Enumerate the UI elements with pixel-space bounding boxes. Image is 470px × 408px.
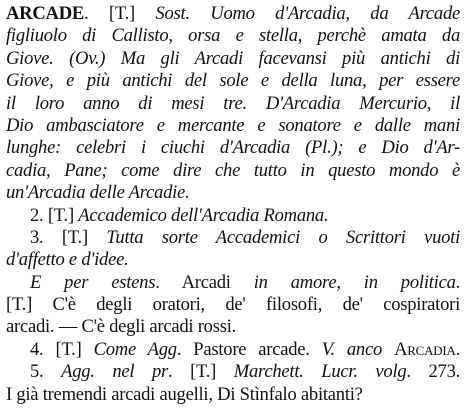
cross-ref-word: Arcadia [394,338,456,360]
sense-label: Come Agg [93,338,177,360]
headword: ARCADE [6,3,85,24]
sense-5 [6,361,460,383]
bracket-text: [ [6,294,12,316]
definition-text: Sost. Uomo d'Arcadia, da Arcade [155,3,460,24]
bracket-text: . [ [168,361,197,383]
entry-line-7: lunghe: celebri i ciuchi d'Arcadia (Pl.); e Dio d'Ar- [6,137,460,159]
sense-2 [6,205,460,227]
entry-line-2: figliuolo di Callisto, orsa e stella, perchè amata da [6,25,460,47]
sense-text: . [455,338,460,360]
entry-line-5: il loro anno di mesi tre. D'Arcadia Mercurio, il [6,92,460,114]
sense-text: Tutta sorte Accademici o Scrittori vuoti [106,226,461,248]
source-tag: T. [53,204,68,226]
example-line-1 [6,294,460,316]
entry-line-9: un'Arcadia delle Arcadie. [6,182,190,204]
bracket-text: . [ [84,3,115,24]
example-text: ] C'è degli oratori, de' filosofi, de' cospiratori [26,294,460,316]
citation-page: . 273. [406,361,461,383]
source-tag: T. [61,338,76,360]
citation-quote: I già tremendi arcadi augelli, Di Stìnfalo abitanti? [6,383,363,405]
entry-line-6: Dio ambasciatore e mercante e sonatore e dalle mani [6,114,460,136]
source-tag: T. [114,3,129,24]
ext-label: E per estens [30,271,156,293]
sense-label: Agg. nel pr [61,361,169,383]
ext-example: in amore [253,271,337,293]
bracket-text: ] [75,338,94,360]
source-tag: T. [196,361,211,383]
source-tag: T. [67,226,82,248]
bracket-text: ] [129,3,156,24]
sense-text: Accademico dell'Arcadia Romana. [78,204,329,226]
bracket-text: ] [67,204,79,226]
bracket-text: ] [81,226,107,248]
entry-line-4: Giove, e più antichi del sole e della luna, per essere [6,70,460,92]
ext-text: . Arcadi [155,271,254,293]
ext-text: , [336,271,364,293]
sense-3-cont: d'affetto e d'idee. [6,249,129,271]
source-tag: T. [11,294,27,316]
entry-line-8: cadia, Pane; come dire che tutto in questo mondo è [6,159,460,181]
bracket-text: ] [210,361,234,383]
ext-example: in politica [363,271,456,293]
sense-number: 3. [ [30,226,68,248]
sense-4 [6,339,460,361]
citation-source: Marchett. Lucr. volg [233,361,407,383]
sense-3 [6,227,460,249]
example-line-2: arcadi. — C'è degli arcadi rossi. [6,316,237,338]
cross-ref-label: V. anco [321,338,395,360]
sense-text: . Pastore arcade. [176,338,322,360]
sense-extension [6,272,460,294]
entry-line-3: Giove. (Ov.) Ma gli Arcadi facevansi più antichi di [6,47,460,69]
entry-line-1 [6,3,460,25]
sense-number: 5. [30,361,62,383]
sense-number: 4. [ [30,338,62,360]
sense-number: 2. [ [30,204,54,226]
ext-text: . [455,271,461,293]
